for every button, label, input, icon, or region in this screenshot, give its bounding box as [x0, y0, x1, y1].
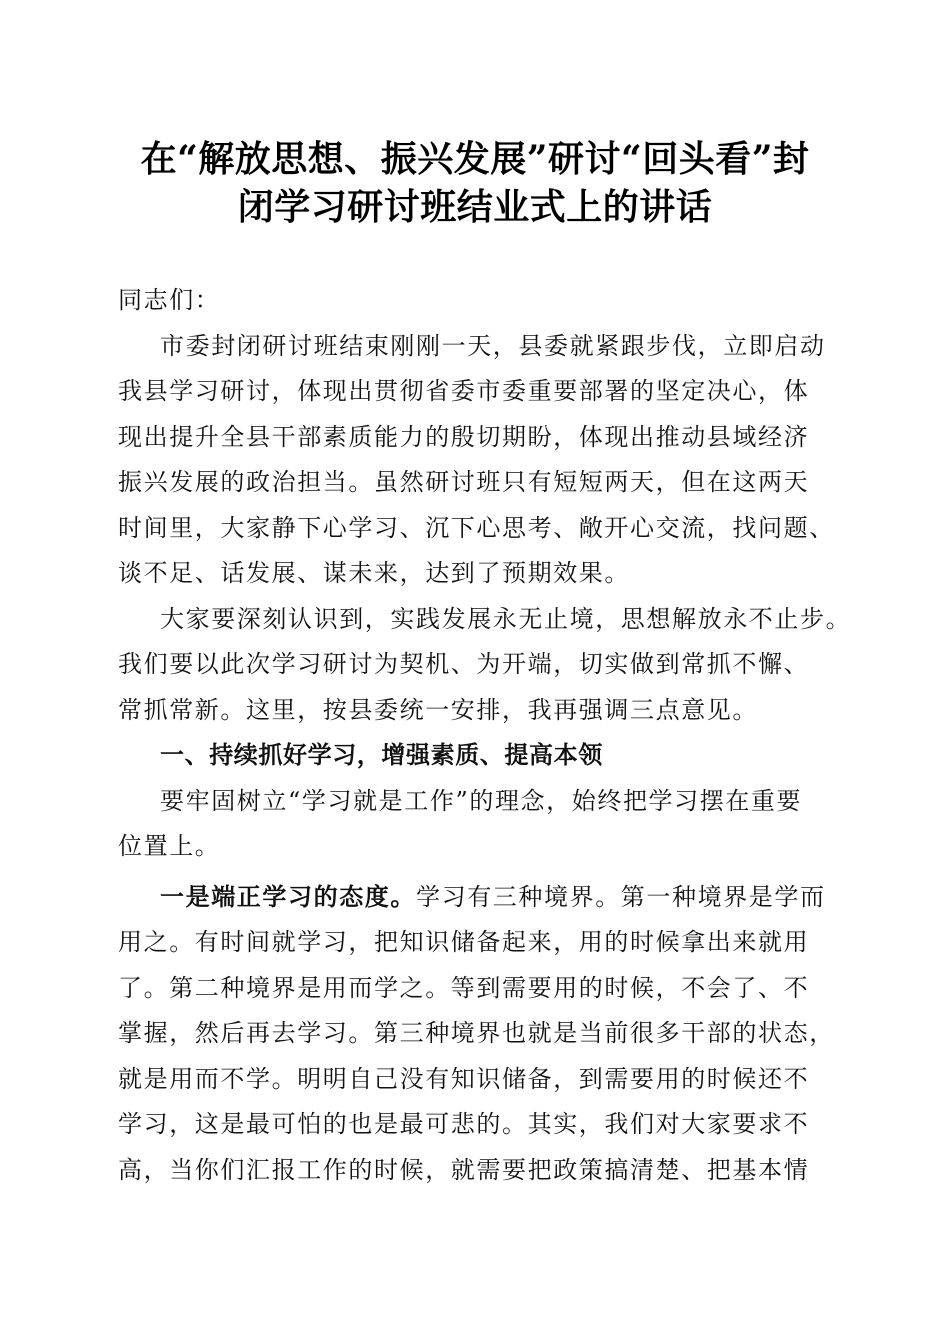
paragraph-1-line: 谈不足、话发展、谋未来，达到了预期效果。	[118, 559, 630, 587]
paragraph-3-line: 位置上。	[118, 832, 221, 860]
salutation: 同志们：	[118, 286, 221, 314]
paragraph-4-first-line	[118, 874, 840, 921]
paragraph-4-line: 学习，这是最可怕的也是最可悲的。其实，我们对大家要求不	[118, 1110, 810, 1138]
paragraph-1-line: 市委封闭研讨班结束刚刚一天，县委就紧跟步伐，立即启动	[160, 331, 826, 360]
paragraph-4-line: 学习有三种境界。第一种境界是学而	[416, 882, 826, 911]
paragraph-4-line: 高，当你们汇报工作的时候，就需要把政策搞清楚、把基本情	[118, 1155, 810, 1184]
paragraph-4-lead: 一是端正学习的态度。	[160, 881, 416, 911]
paragraph-4-line: 用之。有时间就学习，把知识储备起来，用的时候拿出来就用	[118, 928, 810, 956]
paragraph-2-line: 大家要深刻认识到，实践发展永无止境，思想解放永不止步。	[160, 604, 852, 633]
paragraph-4	[118, 874, 840, 1194]
title-line-1: 在“解放思想、振兴发展”研讨“回头看”封	[140, 138, 810, 180]
paragraph-1-line: 振兴发展的政治担当。虽然研讨班只有短短两天，但在这两天	[118, 468, 810, 496]
title-line-2: 闭学习研讨班结业式上的讲话	[237, 186, 713, 228]
paragraph-1-line: 我县学习研讨，体现出贯彻省委市委重要部署的坚定决心，体	[118, 377, 810, 405]
section-heading-1: 一、持续抓好学习，增强素质、提高本领	[160, 741, 603, 769]
paragraph-1-line: 现出提升全县干部素质能力的殷切期盼，体现出推动县域经济	[118, 422, 810, 451]
paragraph-2-line: 常抓常新。这里，按县委统一安排，我再强调三点意见。	[118, 695, 758, 724]
paragraph-2	[118, 597, 852, 734]
paragraph-4-line: 掌握，然后再去学习。第三种境界也就是当前很多干部的状态，	[118, 1019, 835, 1047]
paragraph-2-line: 我们要以此次学习研讨为契机、为开端，切实做到常抓不懈、	[118, 650, 810, 678]
paragraph-4-line: 就是用而不学。明明自己没有知识储备，到需要用的时候还不	[118, 1064, 810, 1093]
paragraph-1	[118, 324, 840, 597]
document-body	[118, 278, 852, 1193]
paragraph-1-line: 时间里，大家静下心学习、沉下心思考、敞开心交流，找问题、	[118, 513, 835, 542]
paragraph-3-line: 要牢固树立“学习就是工作”的理念，始终把学习摆在重要	[160, 786, 803, 815]
document-title	[100, 135, 850, 231]
paragraph-4-line: 了。第二种境界是用而学之。等到需要用的时候，不会了、不	[118, 973, 810, 1002]
paragraph-3	[118, 779, 840, 870]
